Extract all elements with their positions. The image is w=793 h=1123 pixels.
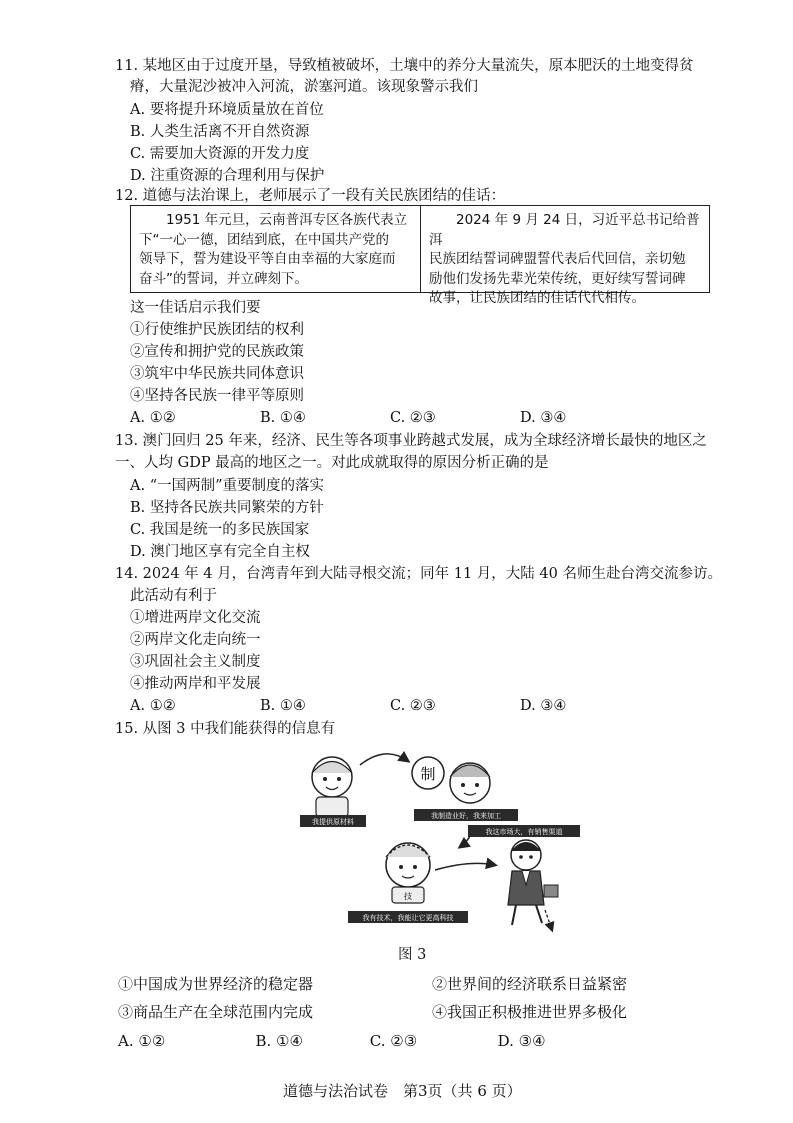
q13-option-c[interactable]: C. 我国是统一的多民族国家 <box>130 522 310 538</box>
q12-choices <box>130 408 650 428</box>
q12-stem: 12. 道德与法治课上，老师展示了一段有关民族团结的佳话： <box>115 188 506 204</box>
q12-right-line2: 民族团结誓词碑盟誓代表后代回信，亲切勉 <box>429 251 686 267</box>
q15-choice-a[interactable]: A. ①② <box>118 1032 166 1050</box>
q14-stem-line2: 此活动有利于 <box>130 588 217 604</box>
q12-item-4: ④坚持各民族一律平等原则 <box>130 388 304 404</box>
q15-item-3: ③商品生产在全球范围内完成 <box>118 1003 314 1021</box>
q15-choice-d[interactable]: D. ③④ <box>497 1032 546 1050</box>
page-footer: 道德与法治试卷 第3页（共 6 页） <box>283 1082 522 1100</box>
q12-item-1: ①行使维护民族团结的权利 <box>130 322 304 338</box>
q11-option-d[interactable]: D. 注重资源的合理利用与保护 <box>130 168 325 184</box>
q12-quote-table <box>130 205 710 306</box>
figure-caption: 图 3 <box>398 947 427 963</box>
q12-choice-a[interactable]: A. ①② <box>130 410 176 426</box>
q11-option-c[interactable]: C. 需要加大资源的开发力度 <box>130 146 310 162</box>
q12-choice-b[interactable]: B. ①④ <box>260 410 306 426</box>
q11-stem-line2: 瘠，大量泥沙被冲入河流，淤塞河道。该现象警示我们 <box>130 79 478 95</box>
q15-item-2: ②世界间的经济联系日益紧密 <box>432 975 628 993</box>
q12-left-line3: 领导下，誓为建设平等自由幸福的大家庭而 <box>139 251 396 267</box>
character-raw-materials <box>300 757 366 827</box>
cartoon-figure <box>290 745 590 935</box>
q15-item-4: ④我国正积极推进世界多极化 <box>432 1003 628 1021</box>
q14-item-1: ①增进两岸文化交流 <box>130 610 261 626</box>
character-technology <box>348 843 468 923</box>
q14-choices <box>130 696 650 716</box>
q12-prompt: 这一佳话启示我们要 <box>130 300 261 316</box>
q14-item-4: ④推动两岸和平发展 <box>130 676 261 692</box>
q14-stem-line1: 14. 2024 年 4 月，台湾青年到大陆寻根交流；同年 11 月，大陆 40 名师生赴台湾交流参访。 <box>115 566 722 582</box>
q15-choice-b[interactable]: B. ①④ <box>255 1032 303 1050</box>
tag-ji: 技 <box>404 892 412 901</box>
q14-item-2: ②两岸文化走向统一 <box>130 632 261 648</box>
q13-stem-line2: 一、人均 GDP 最高的地区之一。对此成就取得的原因分析正确的是 <box>115 455 549 471</box>
q15-stem: 15. 从图 3 中我们能获得的信息有 <box>115 721 336 737</box>
q12-item-3: ③筑牢中华民族共同体意识 <box>130 366 304 382</box>
q13-option-d[interactable]: D. 澳门地区享有完全自主权 <box>130 544 310 560</box>
q13-stem-line1: 13. 澳门回归 25 年来，经济、民生等各项事业跨越式发展，成为全球经济增长最快的地区之 <box>115 433 707 449</box>
q13-option-a[interactable]: A. “一国两制”重要制度的落实 <box>130 478 325 494</box>
q11-stem-line1: 11. 某地区由于过度开垦，导致植被破坏，土壤中的养分大量流失，原本肥沃的土地变得贫 <box>115 58 694 74</box>
q15-item-1: ①中国成为世界经济的稳定器 <box>118 975 314 993</box>
bubble-technology: 我有技术，我能让它更高科技 <box>362 914 454 922</box>
q12-left-cell <box>131 206 420 292</box>
q15-choices <box>118 1031 638 1051</box>
q11-option-a[interactable]: A. 要将提升环境质量放在首位 <box>130 102 324 118</box>
q14-choice-d[interactable]: D. ③④ <box>520 698 567 714</box>
q12-right-line3: 励他们发扬先辈光荣传统，更好续写誓词碑 <box>429 270 686 287</box>
arrow-4 <box>545 910 552 930</box>
q12-right-line1: 2024 年 9 月 24 日，习近平总书记给普洱 <box>429 212 700 248</box>
q14-choice-c[interactable]: C. ②③ <box>390 698 436 714</box>
q15-choice-c[interactable]: C. ②③ <box>369 1032 418 1050</box>
q12-choice-c[interactable]: C. ②③ <box>390 410 436 426</box>
q12-left-line2: 下“一心一德，团结到底，在中国共产党的 <box>139 231 389 248</box>
q12-item-2: ②宣传和拥护党的民族政策 <box>130 344 304 360</box>
bubble-manufacturing: 我制造业好，我来加工 <box>431 812 501 820</box>
q12-left-line1: 1951 年元旦，云南普洱专区各族代表立 <box>166 212 408 228</box>
q14-choice-a[interactable]: A. ①② <box>130 698 176 714</box>
q12-choice-d[interactable]: D. ③④ <box>520 410 567 426</box>
bubble-market: 我这市场大，有销售渠道 <box>485 828 563 836</box>
q11-option-b[interactable]: B. 人类生活离不开自然资源 <box>130 124 310 140</box>
bubble-raw-materials: 我提供原材料 <box>312 818 354 826</box>
q14-item-3: ③巩固社会主义制度 <box>130 654 261 670</box>
character-market <box>508 840 558 925</box>
q12-left-line4: 奋斗”的誓词，并立碑刻下。 <box>139 270 308 287</box>
q12-right-line4: 故事，让民族团结的佳话代代相传。 <box>429 290 645 306</box>
arrow-3 <box>435 863 495 870</box>
q13-option-b[interactable]: B. 坚持各民族共同繁荣的方针 <box>130 500 324 516</box>
badge-zhi: 制 <box>420 765 436 783</box>
q14-choice-b[interactable]: B. ①④ <box>260 698 306 714</box>
q12-right-cell <box>420 206 709 306</box>
arrow-1 <box>360 754 408 765</box>
